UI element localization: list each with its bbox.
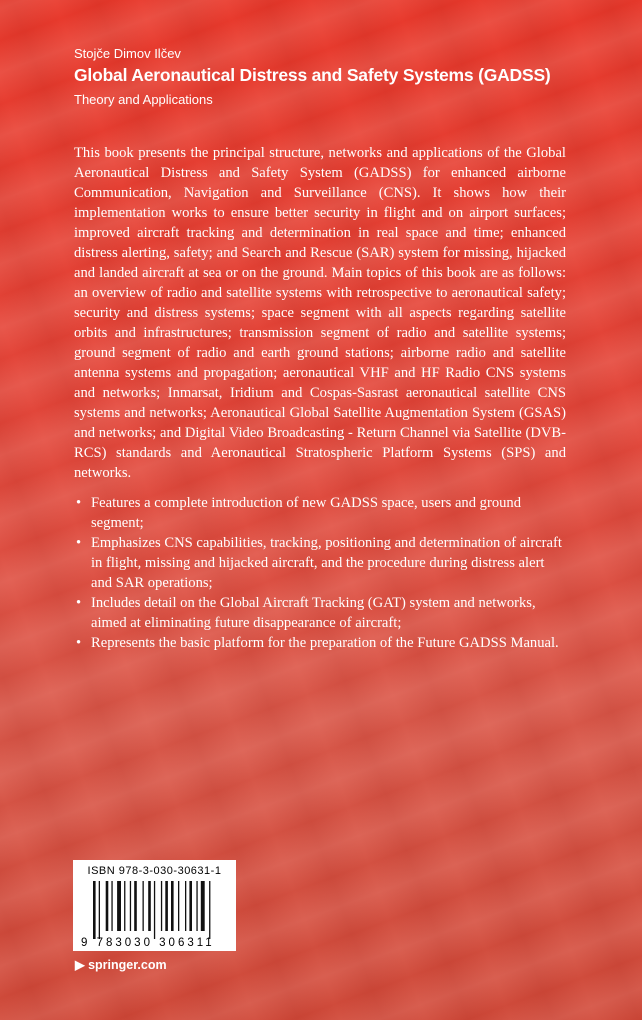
book-title: Global Aeronautical Distress and Safety Systems (GADSS) — [74, 65, 551, 85]
feature-list — [74, 493, 566, 653]
list-item: • Includes detail on the Global Aircraft Tracking (GAT) system and networks, aimed at eliminating future disappearance of aircraft; — [74, 593, 566, 633]
barcode-digits: 9 783030 306311 — [81, 937, 215, 949]
description-text: This book presents the principal structure, networks and applications of the Global Aeronautical Distress and Safety System (GADSS) for enhanced airborne Communication, Navigation and Surveillance (CNS). It shows how their implementation works to ensure better security in flight and on airport surfaces; improved aircraft tracking and determination in real space and time; enhanced distress alerting, safety; and Search and Rescue (SAR) system for missing, hijacked and landed aircraft at sea or on the ground. Main topics of this book are as follows: an overview of radio and satellite systems with retrospective to aeronautical safety; security and distress systems; space segment with all aspects regarding satellite orbits and infrastructures; transmission segment of radio and satellite systems; ground segment of radio and earth ground stations; airborne radio and satellite antenna systems and propagation; aeronautical VHF and HF Radio CNS systems and networks; Inmarsat, Iridium and Cospas-Sasrast aeronautical satellite CNS systems and networks; Aeronautical Global Satellite Augmentation System (GSAS) and networks; and Digital Video Broadcasting - Return Channel via Satellite (DVB-RCS) standards and Aeronautical Stratospheric Platform Systems (SPS) and networks. — [74, 145, 566, 481]
isbn-text: ISBN 978-3-030-30631-1 — [87, 865, 222, 877]
book-subtitle: Theory and Applications — [74, 92, 213, 107]
description-block — [74, 143, 566, 653]
isbn-barcode — [73, 860, 236, 951]
list-item: • Features a complete introduction of new GADSS space, users and ground segment; — [74, 493, 566, 533]
play-arrow-icon: ▶ — [75, 958, 89, 972]
website-text: springer.com — [88, 958, 167, 972]
publisher-website[interactable] — [75, 957, 167, 972]
list-item: • Emphasizes CNS capabilities, tracking, positioning and determination of aircraft in flight, missing and hijacked aircraft, and the procedure during distress alert and SAR operations; — [74, 533, 566, 593]
list-item: • Represents the basic platform for the preparation of the Future GADSS Manual. — [74, 633, 566, 653]
barcode-icon — [93, 881, 229, 939]
author-name: Stojče Dimov Ilčev — [74, 46, 181, 61]
